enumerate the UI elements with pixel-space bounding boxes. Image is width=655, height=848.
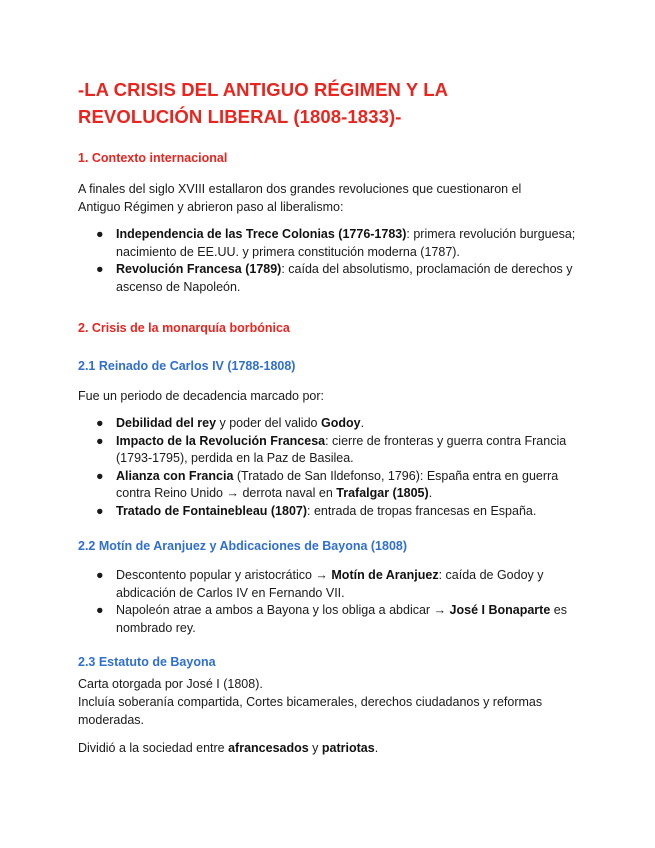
item-text: .	[360, 416, 365, 430]
item-text: : caída de Godoy y abdicación de Carlos IV en Fernando VII.	[116, 568, 544, 600]
item-text: .	[428, 486, 433, 500]
section-2-3-conclusion	[78, 739, 558, 757]
bullet-icon: ●	[96, 262, 104, 276]
item-text: Descontento popular y aristocrático →	[116, 568, 332, 582]
list-item	[78, 226, 586, 261]
section-2-3-line-1: Carta otorgada por José I (1808).	[78, 677, 263, 691]
section-2-1-list	[78, 415, 586, 520]
bullet-icon: ●	[96, 468, 104, 483]
section-2-1-heading: 2.1 Reinado de Carlos IV (1788-1808)	[78, 359, 296, 373]
list-item	[78, 503, 586, 521]
section-2-3-heading: 2.3 Estatuto de Bayona	[78, 655, 216, 669]
document-title	[78, 76, 598, 130]
item-text: y poder del valido	[216, 416, 321, 430]
item-bold: Alianza con Francia	[116, 468, 234, 483]
section-1-list	[78, 226, 586, 296]
title-line-2: REVOLUCIÓN LIBERAL (1808-1833)-	[78, 106, 402, 127]
section-2-2-heading: 2.2 Motín de Aranjuez y Abdicaciones de Bayona (1808)	[78, 539, 408, 553]
item-bold: Impacto de la Revolución Francesa	[116, 433, 326, 448]
item-bold: Debilidad del rey	[116, 416, 217, 430]
bullet-icon: ●	[96, 416, 104, 430]
item-bold: Revolución Francesa (1789)	[116, 262, 282, 276]
patriotas-bold: patriotas	[321, 741, 375, 755]
bullet-icon: ●	[96, 568, 104, 582]
item-bold: Trafalgar (1805)	[336, 486, 429, 500]
afrancesados-bold: afrancesados	[228, 741, 309, 755]
item-text: : entrada de tropas francesas en España.	[307, 503, 537, 518]
list-item	[78, 567, 586, 602]
item-bold: Independencia de las Trece Colonias (1776-1783)	[116, 227, 407, 241]
item-text: : primera revolución burguesa; nacimiento de EE.UU. y primera constitución moderna (1787).	[116, 227, 576, 259]
title-line-1: -LA CRISIS DEL ANTIGUO RÉGIMEN Y LA	[78, 79, 449, 100]
section-2-3-line-2: Incluía soberanía compartida, Cortes bicamerales, derechos ciudadanos y reformas moderadas.	[78, 695, 543, 727]
bullet-icon: ●	[96, 433, 104, 448]
bullet-icon: ●	[96, 603, 104, 617]
list-item	[78, 602, 586, 637]
section-2-2-list	[78, 567, 586, 637]
item-bold: José I Bonaparte	[449, 603, 551, 617]
item-text: Napoleón atrae a ambos a Bayona y los obliga a abdicar →	[116, 603, 450, 617]
bullet-icon: ●	[96, 503, 104, 518]
section-1-intro: A finales del siglo XVIII estallaron dos grandes revoluciones que cuestionaron el Antiguo Régimen y abrieron paso al liberalismo:	[78, 182, 522, 214]
list-item	[78, 261, 586, 296]
list-item	[78, 433, 586, 468]
section-2-heading: 2. Crisis de la monarquía borbónica	[78, 321, 290, 335]
item-text: : cierre de fronteras y guerra contra Francia (1793-1795), perdida en la Paz de Basilea.	[116, 433, 567, 465]
section-2-1-intro: Fue un periodo de decadencia marcado por:	[78, 389, 324, 403]
item-bold: Tratado de Fontainebleau (1807)	[116, 503, 308, 518]
list-item	[78, 468, 586, 503]
item-text: : caída del absolutismo, proclamación de derechos y ascenso de Napoleón.	[116, 262, 573, 294]
list-item	[78, 415, 586, 433]
item-bold: Motín de Aranjuez	[331, 568, 439, 582]
item-bold: Godoy	[320, 416, 361, 430]
conclusion-text: .	[374, 741, 379, 755]
item-text: es nombrado rey.	[116, 603, 567, 635]
conclusion-text: Dividió a la sociedad entre	[78, 741, 229, 755]
section-1-heading: 1. Contexto internacional	[78, 151, 228, 165]
bullet-icon: ●	[96, 227, 104, 241]
item-text: (Tratado de San Ildefonso, 1796): España entra en guerra contra Reino Unido → derrota naval en	[116, 468, 559, 500]
conclusion-text: y	[308, 741, 322, 755]
